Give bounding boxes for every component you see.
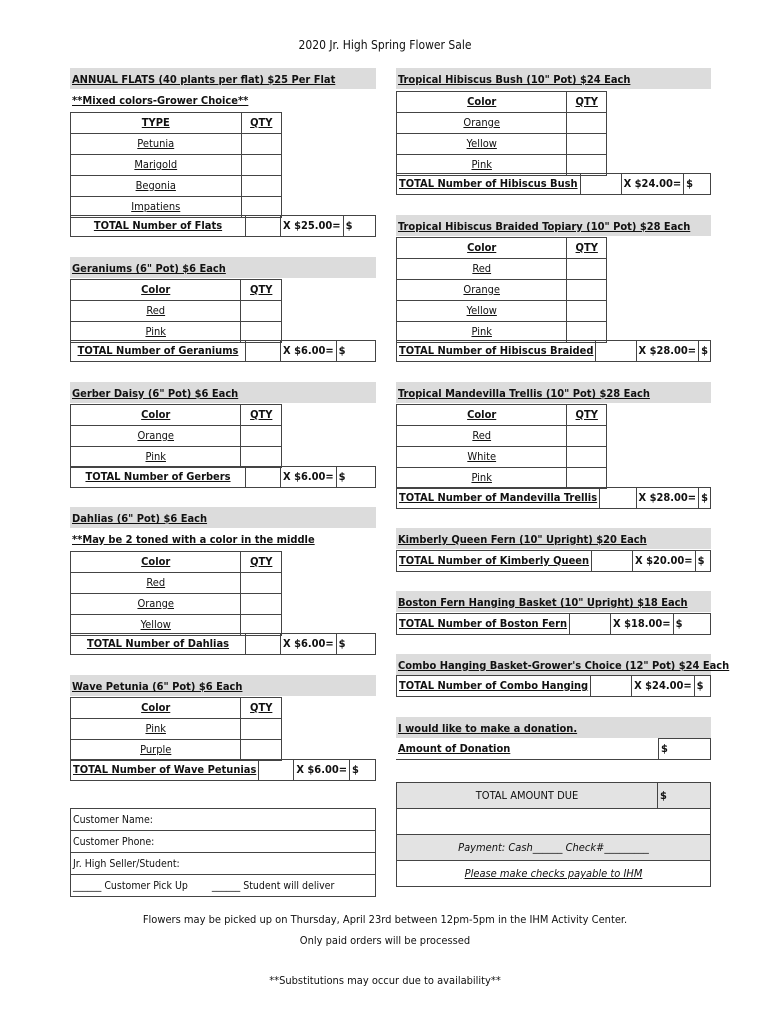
color-col-header: Color bbox=[397, 92, 567, 113]
price-label: X $20.00= bbox=[633, 551, 696, 572]
gerber-header: Gerber Daisy (6" Pot) $6 Each bbox=[70, 382, 376, 403]
total-label: TOTAL Number of Hibiscus Bush bbox=[397, 174, 581, 195]
total-qty-input[interactable] bbox=[570, 614, 611, 635]
payment-method-row[interactable]: Payment: Cash______ Check#_________ bbox=[397, 835, 711, 861]
geraniums-total-row bbox=[70, 340, 376, 362]
color-option: Yellow bbox=[397, 301, 567, 322]
total-qty-input[interactable] bbox=[580, 174, 621, 195]
color-option: Pink bbox=[397, 322, 567, 343]
total-qty-input[interactable] bbox=[246, 341, 281, 362]
qty-input[interactable] bbox=[567, 447, 607, 468]
price-label: X $24.00= bbox=[632, 676, 695, 697]
amount-input[interactable]: $ bbox=[673, 614, 710, 635]
dahlias-total-row bbox=[70, 633, 376, 655]
payment-summary-table bbox=[396, 782, 711, 887]
summary-spacer bbox=[397, 809, 711, 835]
geraniums-header: Geraniums (6" Pot) $6 Each bbox=[70, 257, 376, 278]
amount-input[interactable]: $ bbox=[695, 551, 710, 572]
mandevilla-total-row bbox=[396, 487, 711, 509]
total-label: TOTAL Number of Gerbers bbox=[71, 467, 246, 488]
qty-col-header: QTY bbox=[241, 698, 282, 719]
total-qty-input[interactable] bbox=[259, 760, 294, 781]
dahlias-note: **May be 2 toned with a color in the middle bbox=[72, 533, 315, 546]
color-option: Pink bbox=[397, 468, 567, 489]
qty-input[interactable] bbox=[241, 719, 282, 740]
qty-col-header: QTY bbox=[241, 280, 282, 301]
qty-col-header: QTY bbox=[567, 405, 607, 426]
total-label: TOTAL Number of Hibiscus Braided bbox=[397, 341, 596, 362]
total-qty-input[interactable] bbox=[246, 467, 281, 488]
type-col-header: TYPE bbox=[71, 113, 242, 134]
qty-input[interactable] bbox=[241, 447, 282, 468]
wave-petunia-table bbox=[70, 697, 282, 761]
hibiscus-braided-header: Tropical Hibiscus Braided Topiary (10" Pot) $28 Each bbox=[396, 215, 711, 236]
color-col-header: Color bbox=[71, 280, 241, 301]
hibiscus-bush-header: Tropical Hibiscus Bush (10" Pot) $24 Each bbox=[396, 68, 711, 89]
price-label: X $6.00= bbox=[281, 341, 337, 362]
qty-input[interactable] bbox=[567, 301, 607, 322]
wave-petunia-header: Wave Petunia (6" Pot) $6 Each bbox=[70, 675, 376, 696]
amount-input[interactable]: $ bbox=[694, 676, 710, 697]
customer-phone-field[interactable]: Customer Phone: bbox=[71, 831, 376, 853]
mandevilla-table bbox=[396, 404, 607, 489]
price-label: X $28.00= bbox=[636, 341, 699, 362]
substitutions-note: **Substitutions may occur due to availability** bbox=[269, 974, 501, 987]
qty-input[interactable] bbox=[241, 594, 282, 615]
color-option: Pink bbox=[71, 719, 241, 740]
total-label: TOTAL Number of Geraniums bbox=[71, 341, 246, 362]
price-label: X $18.00= bbox=[611, 614, 674, 635]
dahlias-header: Dahlias (6" Pot) $6 Each bbox=[70, 507, 376, 528]
flat-type-begonia: Begonia bbox=[71, 176, 242, 197]
amount-input[interactable]: $ bbox=[699, 488, 711, 509]
amount-input[interactable]: $ bbox=[336, 634, 375, 655]
color-option: Orange bbox=[71, 594, 241, 615]
boston-fern-total-row bbox=[396, 613, 711, 635]
pickup-option[interactable]: ______ Customer Pick Up bbox=[73, 879, 188, 892]
amount-input[interactable]: $ bbox=[350, 760, 376, 781]
amount-input[interactable]: $ bbox=[336, 341, 375, 362]
kimberly-queen-header: Kimberly Queen Fern (10" Upright) $20 Each bbox=[396, 528, 711, 549]
seller-field[interactable]: Jr. High Seller/Student: bbox=[71, 853, 376, 875]
customer-name-field[interactable]: Customer Name: bbox=[71, 809, 376, 831]
color-col-header: Color bbox=[71, 698, 241, 719]
total-label: TOTAL Number of Kimberly Queen bbox=[397, 551, 592, 572]
flat-type-petunia: Petunia bbox=[71, 134, 242, 155]
color-option: Red bbox=[397, 259, 567, 280]
qty-input[interactable] bbox=[241, 155, 282, 176]
qty-input[interactable] bbox=[241, 301, 282, 322]
color-option: Red bbox=[397, 426, 567, 447]
geraniums-table bbox=[70, 279, 282, 343]
color-option: Yellow bbox=[397, 134, 567, 155]
combo-basket-total-row bbox=[396, 675, 711, 697]
donation-label: Amount of Donation bbox=[396, 739, 659, 760]
flat-type-marigold: Marigold bbox=[71, 155, 242, 176]
combo-basket-header: Combo Hanging Basket-Grower's Choice (12" Pot) $24 Each bbox=[396, 654, 711, 675]
color-col-header: Color bbox=[71, 405, 241, 426]
delivery-option-row bbox=[71, 875, 376, 897]
qty-input[interactable] bbox=[567, 280, 607, 301]
paid-orders-note: Only paid orders will be processed bbox=[299, 934, 471, 947]
total-qty-input[interactable] bbox=[600, 488, 636, 509]
color-option: Orange bbox=[397, 113, 567, 134]
qty-input[interactable] bbox=[567, 468, 607, 489]
boston-fern-header: Boston Fern Hanging Basket (10" Upright) $18 Each bbox=[396, 591, 711, 612]
donation-header: I would like to make a donation. bbox=[396, 717, 711, 738]
total-qty-input[interactable] bbox=[596, 341, 636, 362]
color-col-header: Color bbox=[397, 238, 567, 259]
qty-input[interactable] bbox=[567, 426, 607, 447]
qty-col-header: QTY bbox=[567, 238, 607, 259]
qty-input[interactable] bbox=[241, 426, 282, 447]
qty-input[interactable] bbox=[241, 176, 282, 197]
color-option: Purple bbox=[71, 740, 241, 761]
donation-row bbox=[396, 738, 711, 760]
annual-flats-header: ANNUAL FLATS (40 plants per flat) $25 Per Flat bbox=[70, 68, 376, 89]
flat-type-impatiens: Impatiens bbox=[71, 197, 242, 218]
color-option: Red bbox=[71, 573, 241, 594]
annual-flats-table bbox=[70, 112, 282, 218]
total-qty-input[interactable] bbox=[246, 634, 281, 655]
total-amount-due-label: TOTAL AMOUNT DUE bbox=[397, 783, 658, 809]
qty-input[interactable] bbox=[241, 573, 282, 594]
total-qty-input[interactable] bbox=[246, 216, 281, 237]
qty-col-header: QTY bbox=[241, 113, 282, 134]
qty-col-header: QTY bbox=[241, 405, 282, 426]
qty-input[interactable] bbox=[567, 134, 607, 155]
hibiscus-braided-total-row bbox=[396, 340, 711, 362]
total-label: TOTAL Number of Combo Hanging bbox=[397, 676, 591, 697]
page-title: 2020 Jr. High Spring Flower Sale bbox=[298, 38, 472, 52]
total-label: TOTAL Number of Mandevilla Trellis bbox=[397, 488, 600, 509]
color-option: Orange bbox=[71, 426, 241, 447]
color-option: White bbox=[397, 447, 567, 468]
color-option: Yellow bbox=[71, 615, 241, 636]
hibiscus-braided-table bbox=[396, 237, 607, 343]
color-option: Pink bbox=[71, 447, 241, 468]
total-amount-due-input[interactable]: $ bbox=[658, 783, 711, 809]
deliver-option[interactable]: ______ Student will deliver bbox=[211, 879, 335, 892]
total-qty-input[interactable] bbox=[592, 551, 633, 572]
price-label: X $25.00= bbox=[281, 216, 344, 237]
color-option: Pink bbox=[397, 155, 567, 176]
price-label: X $6.00= bbox=[294, 760, 350, 781]
total-qty-input[interactable] bbox=[591, 676, 632, 697]
color-col-header: Color bbox=[397, 405, 567, 426]
amount-input[interactable]: $ bbox=[699, 341, 711, 362]
qty-input[interactable] bbox=[241, 134, 282, 155]
total-label: TOTAL Number of Wave Petunias bbox=[71, 760, 259, 781]
price-label: X $28.00= bbox=[636, 488, 699, 509]
color-option: Pink bbox=[71, 322, 241, 343]
price-label: X $6.00= bbox=[281, 467, 337, 488]
qty-col-header: QTY bbox=[567, 92, 607, 113]
qty-input[interactable] bbox=[567, 259, 607, 280]
gerber-table bbox=[70, 404, 282, 468]
checks-payable-note: Please make checks payable to IHM bbox=[397, 861, 711, 887]
hibiscus-bush-table bbox=[396, 91, 607, 176]
price-label: X $24.00= bbox=[621, 174, 684, 195]
annual-flats-note: **Mixed colors-Grower Choice** bbox=[72, 94, 249, 107]
wave-petunia-total-row bbox=[70, 759, 376, 781]
gerber-total-row bbox=[70, 466, 376, 488]
qty-col-header: QTY bbox=[241, 552, 282, 573]
qty-input[interactable] bbox=[241, 740, 282, 761]
price-label: X $6.00= bbox=[281, 634, 337, 655]
customer-info-table bbox=[70, 808, 376, 897]
color-col-header: Color bbox=[71, 552, 241, 573]
hibiscus-bush-total-row bbox=[396, 173, 711, 195]
total-label: TOTAL Number of Dahlias bbox=[71, 634, 246, 655]
amount-input[interactable]: $ bbox=[343, 216, 375, 237]
pickup-info: Flowers may be picked up on Thursday, April 23rd between 12pm-5pm in the IHM Activity Center. bbox=[142, 913, 628, 926]
kimberly-queen-total-row bbox=[396, 550, 711, 572]
color-option: Red bbox=[71, 301, 241, 322]
total-label: TOTAL Number of Boston Fern bbox=[397, 614, 570, 635]
donation-amount-input[interactable]: $ bbox=[659, 739, 711, 760]
total-label: TOTAL Number of Flats bbox=[71, 216, 246, 237]
amount-input[interactable]: $ bbox=[684, 174, 711, 195]
color-option: Orange bbox=[397, 280, 567, 301]
dahlias-table bbox=[70, 551, 282, 636]
annual-flats-total-row bbox=[70, 215, 376, 237]
amount-input[interactable]: $ bbox=[336, 467, 375, 488]
qty-input[interactable] bbox=[567, 113, 607, 134]
mandevilla-header: Tropical Mandevilla Trellis (10" Pot) $28 Each bbox=[396, 382, 711, 403]
